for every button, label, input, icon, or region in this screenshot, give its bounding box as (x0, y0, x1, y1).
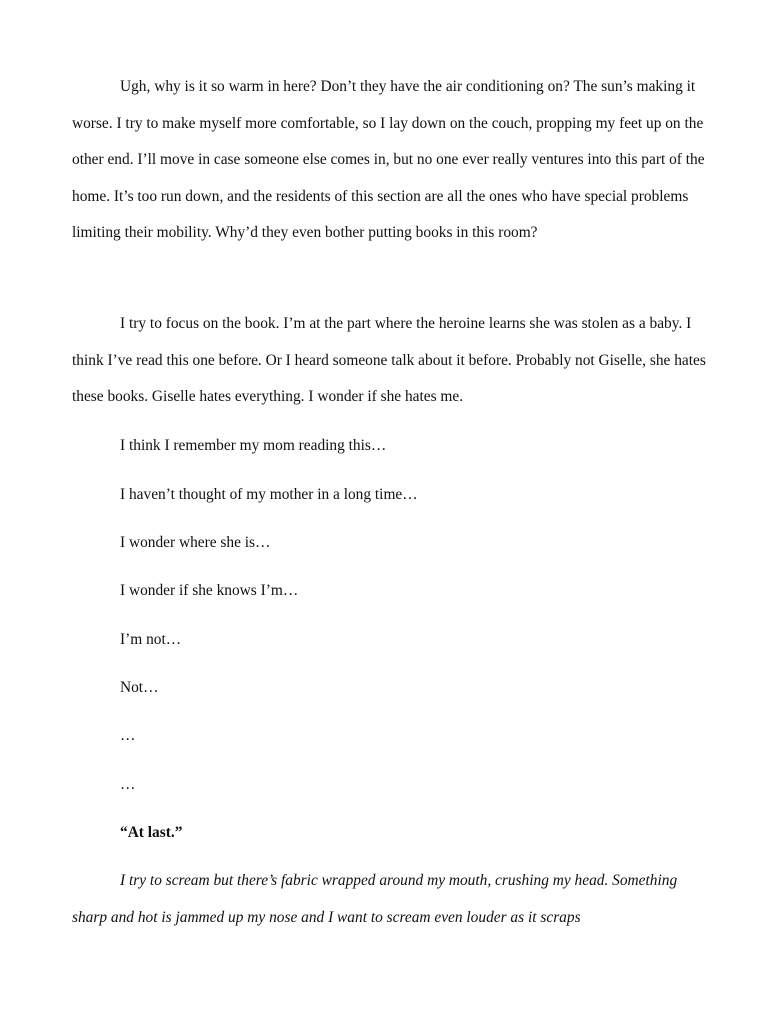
quote-at-last: “At last.” (120, 824, 183, 841)
line-where-she-is: I wonder where she is… (120, 534, 271, 551)
paragraph-3: I try to scream but there’s fabric wrapped around my mouth, crushing my head. Something sharp and hot is jammed up my nose and I want to scream even louder as it scraps (72, 872, 678, 926)
line-mother-thought: I haven’t thought of my mother in a long time… (120, 486, 418, 503)
line-ellipsis-2: … (120, 776, 136, 793)
line-not: Not… (120, 679, 159, 696)
line-im-not: I’m not… (120, 631, 182, 648)
line-knows: I wonder if she knows I’m… (120, 582, 299, 599)
line-ellipsis-1: … (120, 727, 136, 744)
paragraph-2: I try to focus on the book. I’m at the part where the heroine learns she was stolen as a baby. I think I’ve read this one before. Or I heard someone talk about it before. Probably not Giselle, she hates these books. Giselle hates everything. I wonder if she hates me. (72, 315, 706, 406)
paragraph-1: Ugh, why is it so warm in here? Don’t they have the air conditioning on? The sun’s making it worse. I try to make myself more comfortable, so I lay down on the couch, propping my feet up on the other end. I’ll move in case someone else comes in, but no one ever really ventures into this part of the home. It’s too run down, and the residents of this section are all the ones who have special problems limiting their mobility. Why’d they even bother putting books in this room? (72, 78, 705, 242)
line-mom-reading: I think I remember my mom reading this… (120, 437, 387, 454)
